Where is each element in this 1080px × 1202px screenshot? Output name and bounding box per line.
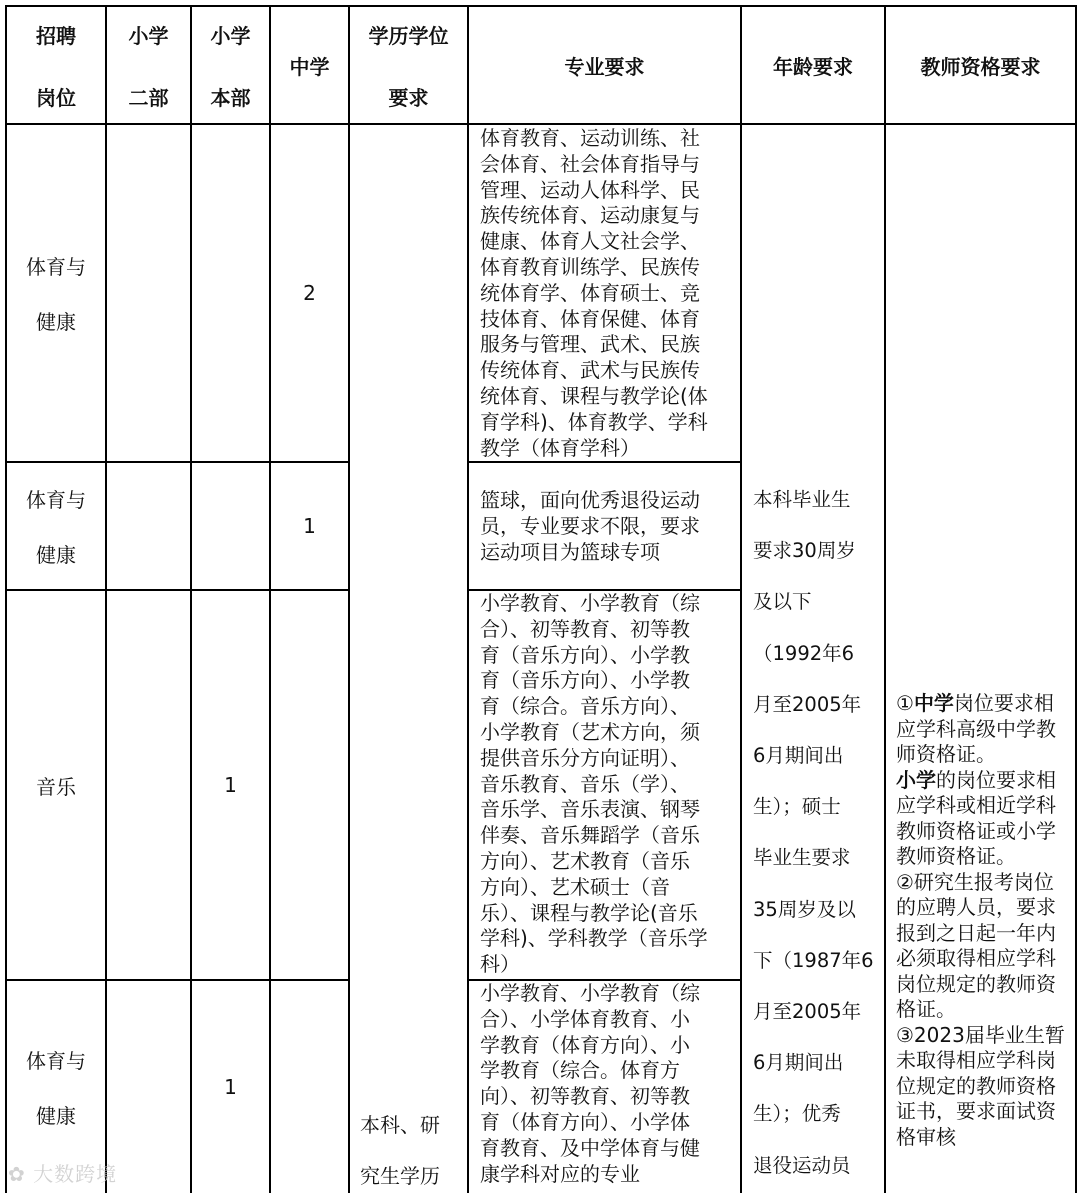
row1-major-line: 统体育、课程与教学论(体 xyxy=(480,383,708,408)
header-primary-main-line1: 小学 xyxy=(210,23,251,48)
row3-major-line: 小学教育、小学教育（综 xyxy=(480,591,700,615)
age-line: 及以下 xyxy=(753,590,812,614)
row1-middle-value: 2 xyxy=(303,281,316,305)
row2-major-line: 运动项目为篮球专项 xyxy=(480,539,660,564)
row3-position-line1: 音乐 xyxy=(36,774,76,799)
row3-middle xyxy=(271,591,348,979)
cert-p1-prefix: ① xyxy=(896,691,914,715)
row4-primary-main xyxy=(192,981,269,1193)
watermark xyxy=(8,1158,117,1187)
row1-major-line: 族传统体育、运动康复与 xyxy=(480,203,700,228)
age-line: 下（1987年6 xyxy=(753,948,874,972)
age-line: 要求30周岁 xyxy=(753,539,856,563)
header-primary-2 xyxy=(107,7,190,123)
row3-major-line: 音乐学、音乐表演、钢琴 xyxy=(480,797,700,822)
row2-major-line: 员，专业要求不限，要求 xyxy=(480,513,700,538)
row1-primary-2 xyxy=(107,125,190,461)
row3-major-line: 伴奏、音乐舞蹈学（音乐 xyxy=(480,823,700,848)
row4-primary-main-value: 1 xyxy=(224,1075,237,1099)
cert-para-3: ②研究生报考岗位的应聘人员，要求报到之日起一年内必须取得相应学科岗位规定的教师资格证。 xyxy=(896,869,1056,1021)
header-education-line1: 学历学位 xyxy=(368,23,449,48)
row1-position-line1: 体育与 xyxy=(26,255,86,279)
row4-primary-2 xyxy=(107,981,190,1193)
header-primary-main xyxy=(192,7,269,123)
row2-position-line2: 健康 xyxy=(36,543,76,567)
row1-major-line: 体育教育、运动训练、社 xyxy=(480,126,700,150)
row4-position-line1: 体育与 xyxy=(26,1049,86,1073)
row4-position-line2: 健康 xyxy=(36,1104,76,1128)
cert-para-2 xyxy=(896,768,1066,870)
age-line: （1992年6 xyxy=(753,641,855,665)
row3-major-line: 学科)、学科教学（音乐学 xyxy=(480,926,708,951)
watermark-icon: ✿ xyxy=(8,1162,34,1186)
education-line: 究生学历 xyxy=(360,1164,440,1188)
row3-major-line: 方向）、艺术教育（音乐 xyxy=(480,848,690,873)
cert-value xyxy=(896,691,1066,1150)
row3-major-line: 育（综合。音乐方向）、 xyxy=(480,694,690,719)
cert-p2-bold: 小学 xyxy=(896,767,936,792)
header-middle-label: 中学 xyxy=(289,54,330,79)
row2-primary-2 xyxy=(107,463,190,589)
row3-major-line: 提供音乐分方向证明）、 xyxy=(480,745,690,770)
row1-major-line: 管理、运动人体科学、民 xyxy=(480,177,700,202)
age-line: 生）；硕士 xyxy=(753,795,841,819)
header-middle xyxy=(271,7,348,123)
row1-major-line: 统体育学、体育硕士、竞 xyxy=(480,280,700,305)
education-line: 本科、研 xyxy=(360,1113,440,1137)
age-line: 退役运动员 xyxy=(753,1153,851,1177)
row4-major-line: 育教育、及中学体育与健 xyxy=(480,1135,700,1160)
age-line: 生）；优秀 xyxy=(753,1102,841,1126)
row3-major-line: 小学教育（艺术方向，须 xyxy=(480,719,700,744)
row1-position xyxy=(7,125,105,461)
row4-major xyxy=(480,981,738,1187)
row1-major-line: 育学科)、体育教学、学科 xyxy=(480,409,708,434)
header-primary-main-line2: 本部 xyxy=(210,85,251,110)
age-line: 35周岁及以 xyxy=(753,897,856,921)
age-value xyxy=(753,474,883,1191)
row1-major-line: 体育教育训练学、民族传 xyxy=(480,254,700,279)
cert-p1-bold: 中学 xyxy=(913,691,954,715)
row4-major-line: 合）、小学体育教育、小 xyxy=(480,1006,690,1031)
row1-major-line: 技体育、体育保健、体育 xyxy=(480,306,700,331)
header-primary-2-line2: 二部 xyxy=(128,85,169,110)
row4-major-line: 向）、初等教育、初等教 xyxy=(480,1084,690,1109)
age-line: 6月期间出 xyxy=(753,1051,844,1075)
cert-p2-rest: 的岗位要求相应学科或相近学科教师资格证或小学教师资格证。 xyxy=(896,767,1056,868)
age-line: 毕业生要求 xyxy=(753,846,851,870)
row3-major-line: 合）、初等教育、初等教 xyxy=(480,616,690,641)
row1-major xyxy=(480,126,738,461)
row4-major-line: 康学科对应的专业 xyxy=(480,1161,640,1186)
cert-para-4: ③2023届毕业生暂未取得相应学科岗位规定的教师资格证书，要求面试资格审核 xyxy=(896,1022,1065,1149)
header-major-label: 专业要求 xyxy=(564,54,645,79)
row3-major-line: 育（音乐方向）、小学教 xyxy=(480,642,690,667)
row3-primary-2 xyxy=(107,591,190,979)
row1-major-line: 传统体育、武术与民族传 xyxy=(480,358,700,383)
row2-major-line: 篮球，面向优秀退役运动 xyxy=(480,488,700,512)
row2-middle xyxy=(271,463,348,589)
header-position-line2: 岗位 xyxy=(36,85,76,110)
row1-position-line2: 健康 xyxy=(36,310,76,334)
watermark-text: 大数跨境 xyxy=(33,1162,118,1186)
row1-major-line: 健康、体育人文社会学、 xyxy=(480,229,700,254)
header-education xyxy=(350,7,467,123)
row4-middle xyxy=(271,981,348,1193)
row1-major-line: 服务与管理、武术、民族 xyxy=(480,332,700,357)
row1-major-line: 教学（体育学科） xyxy=(480,435,640,460)
row1-primary-main xyxy=(192,125,269,461)
row1-major-line: 会体育、社会体育指导与 xyxy=(480,151,700,176)
row2-position-line1: 体育与 xyxy=(26,488,86,512)
header-cert xyxy=(886,7,1075,123)
header-major xyxy=(469,7,740,123)
row3-major-line: 育（音乐方向）、小学教 xyxy=(480,668,690,693)
header-education-line2: 要求 xyxy=(388,85,429,110)
row3-position xyxy=(7,591,105,979)
row4-major-line: 学教育（体育方向）、小 xyxy=(480,1032,690,1057)
age-line: 本科毕业生 xyxy=(753,488,851,511)
header-cert-label: 教师资格要求 xyxy=(920,54,1041,79)
row4-major-line: 学教育（综合。体育方 xyxy=(480,1058,680,1083)
row4-major-line: 小学教育、小学教育（综 xyxy=(480,981,700,1005)
row3-primary-main xyxy=(192,591,269,979)
row2-primary-main xyxy=(192,463,269,589)
row3-major-line: 音乐教育、音乐（学）、 xyxy=(480,771,690,796)
age-line: 6月期间出 xyxy=(753,744,844,768)
row3-major-line: 科） xyxy=(480,952,520,977)
header-position xyxy=(7,7,105,123)
row3-major-line: 方向）、艺术硕士（音 xyxy=(480,874,670,899)
header-primary-2-line1: 小学 xyxy=(128,23,169,48)
cert-para-1 xyxy=(896,691,1066,768)
row2-major xyxy=(480,488,738,565)
header-position-line1: 招聘 xyxy=(36,23,76,48)
row3-major-line: 乐）、课程与教学论(音乐 xyxy=(480,900,698,925)
header-age-label: 年龄要求 xyxy=(773,54,853,79)
cert-p1-rest: 岗位要求相应学科高级中学教师资格证。 xyxy=(896,691,1056,766)
row3-major xyxy=(480,591,738,978)
row4-major-line: 育（体育方向）、小学体 xyxy=(480,1109,690,1134)
row2-position xyxy=(7,463,105,589)
education-value xyxy=(360,1100,465,1202)
header-age xyxy=(742,7,884,123)
age-line: 月至2005年 xyxy=(753,1000,862,1024)
row3-primary-main-value: 1 xyxy=(224,773,237,797)
row2-middle-value: 1 xyxy=(303,514,316,538)
age-line: 月至2005年 xyxy=(753,692,862,716)
row1-middle xyxy=(271,125,348,461)
